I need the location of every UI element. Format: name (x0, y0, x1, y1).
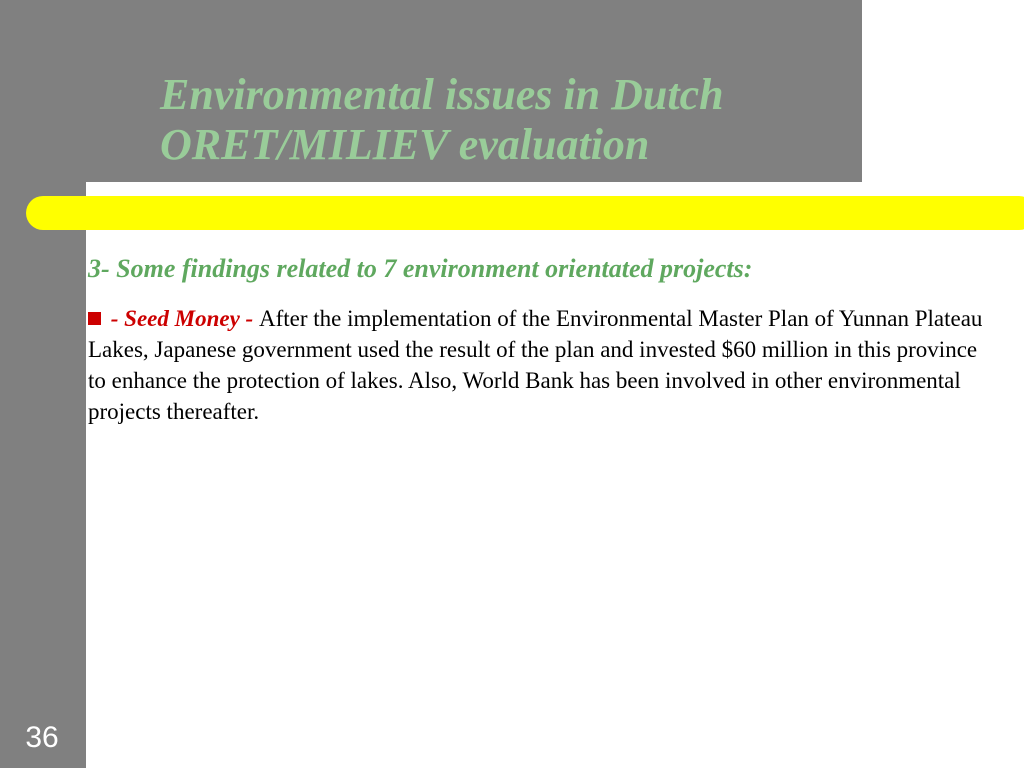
slide-number: 36 (25, 721, 59, 754)
red-square-bullet-icon (88, 312, 101, 325)
yellow-accent-bar (26, 196, 1024, 230)
title-line-2: ORET/MILIEV evaluation (160, 120, 650, 169)
lead-term: Seed Money (124, 306, 240, 331)
title-line-1: Environmental issues in Dutch (160, 70, 724, 119)
title-panel (0, 0, 862, 182)
bullet-dash: - (105, 306, 125, 331)
bullet-paragraph (88, 303, 1000, 427)
bullet-body-text: After the implementation of the Environmental Master Plan of Yunnan Plateau Lakes, Japanese government used the result of the plan and invested $60 million in this province to enhance the protection of lakes. Also, World Bank has been involved in other environmental projects thereafter. (88, 306, 983, 424)
slide-subtitle: 3- Some findings related to 7 environment orientated projects: (88, 254, 753, 283)
slide-title (160, 70, 860, 170)
lead-dash: - (239, 306, 259, 331)
